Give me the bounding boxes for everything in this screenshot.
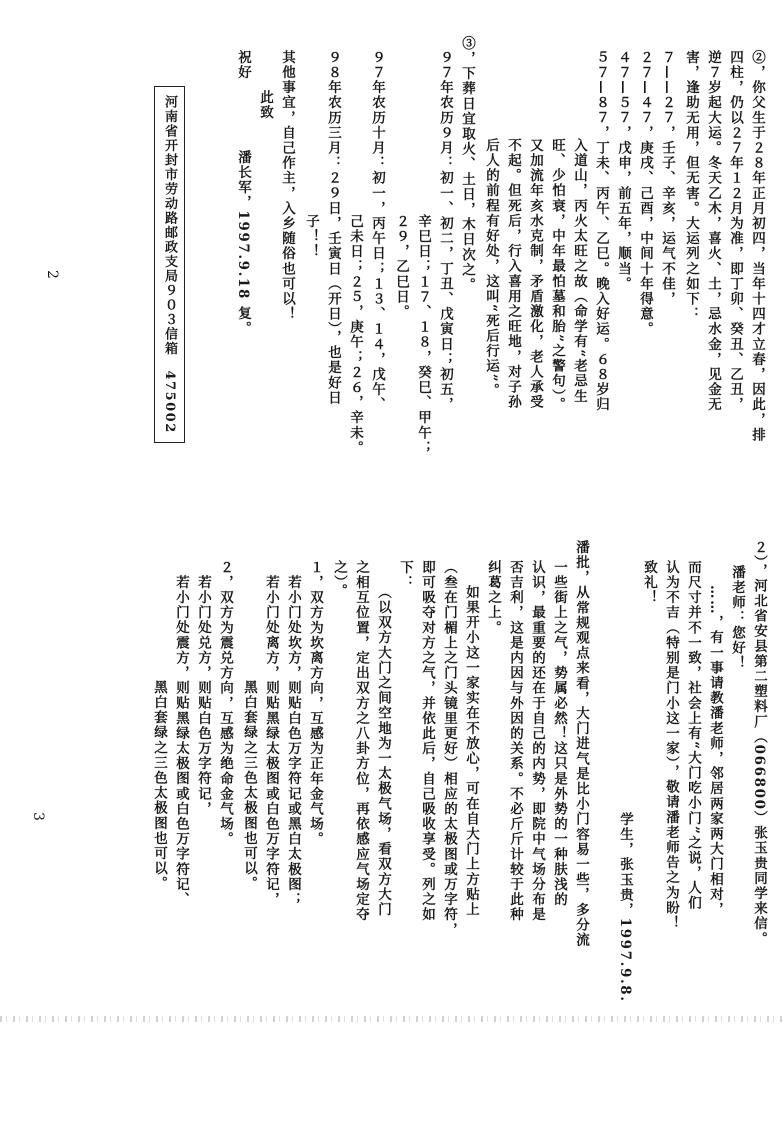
left-col-12: 不起。但死后，行入喜用之旺地，对子孙 — [505, 138, 521, 410]
signature-date: 潘长军，1997.9.18 复。 — [235, 150, 251, 337]
left-col-11: 又加流年亥水克制，矛盾激化，老人承受 — [527, 138, 543, 410]
left-col-13: 后人的前程有好处，这叫“死后行运”。 — [483, 138, 499, 399]
left-col-17: ２９，乙巳日。 — [393, 214, 409, 320]
right-col-10: 认识，最重要的还在于自己的内势，即院中气场分布是 — [529, 560, 545, 923]
left-col-2: 四柱，仍以２７年１２月为准，即丁卯、癸丑、乙丑， — [727, 50, 743, 413]
right-col-3: ……，有一事请教潘老师，邻居两家两大门相对， — [707, 585, 723, 918]
right-col-21: 若小门处坎方，则贴白色万字符记或黑白太极图； — [285, 575, 301, 908]
right-col-15: 即可吸夺对方之气，并依此后，自己吸收享受。列之如 — [419, 560, 435, 923]
left-col-6: ２７—４７，庚戌、己酉，中间十年得意。 — [637, 50, 653, 337]
left-col-14: ③，下葬日宜取火、土日，木日次之。 — [459, 36, 475, 293]
left-col-23: 此致 — [257, 90, 273, 121]
left-col-21: 子！！ — [303, 214, 319, 260]
right-col-16: 下： — [397, 560, 413, 591]
right-col-20: １，双方为坎离方向，互感为正年金气场。 — [307, 560, 323, 847]
right-col-14: （叁在门楣上之门头镜里更好）相应的太极图或万字符， — [441, 560, 457, 938]
left-col-24: 祝好 — [235, 50, 251, 81]
right-col-27: 黑白套绿之三色太极图也可以。 — [151, 680, 167, 892]
address-stamp: 河南省开封市劳动路邮政支局９０３信箱 475002 — [154, 86, 185, 443]
right-col-4: 而尺寸并不一致，社会上有“大门吃小门”之说，人们 — [685, 560, 701, 911]
right-col-24: ２，双方为震兑方向，互感为绝命金气场。 — [217, 560, 233, 847]
right-col-5: 认为不吉（特别是门小这一家），敬请潘老师告之为盼！ — [663, 560, 679, 931]
left-col-20: ９８年农历三月：２９日，壬寅日（开日），也是好日 — [325, 50, 341, 406]
left-col-15: ９７年农历９月：初一、初二，丁丑、戊寅日；初五， — [437, 50, 453, 413]
page-number-left: 2 — [44, 270, 60, 279]
right-col-17: （以双方大门之间空地为一太极气场，看双方大门 — [375, 585, 391, 918]
left-col-22: 其他事宜，自己作主，入乡随俗也可以！ — [279, 50, 295, 322]
left-col-19: 己未日；２５，庚午；２６，辛未。 — [347, 214, 363, 456]
right-col-18: 之相互位置，定出双方之八卦方位，再依感应气场定夺 — [353, 560, 369, 923]
right-col-6: 致礼！ — [641, 560, 657, 606]
left-col-5: ７——２７，壬子、辛亥，运气不佳， — [659, 50, 675, 307]
left-col-18: ９７年农历十月：初一，丙午日；１３、１４，戊午、 — [369, 50, 385, 413]
left-col-7: ４７—５７，戊申，前五年，顺当。 — [615, 50, 631, 292]
right-col-26: 若小门处震方，则贴黑绿太极图或白色万字符记、 — [173, 575, 189, 908]
left-col-3: 逆７岁起大运。冬天乙木，喜火、土，忌水金，见金无 — [705, 50, 721, 413]
right-col-9: 一些街上之气，势属必然！这只是外势的一种肤浅的 — [551, 560, 567, 908]
scan-noise-strip — [0, 1016, 783, 1022]
left-col-10: 旺、少怕衰，中年最怕墓和胎”之警句）。 — [549, 138, 565, 413]
right-col-25: 若小门处兑方，则贴白色万字符记， — [195, 575, 211, 817]
left-col-4: 害，逢助无用，但无害。大运列之如下： — [683, 50, 699, 322]
right-col-2: 潘老师：您好！ — [729, 565, 745, 671]
right-col-1: ２），河北省安县第二塑料厂（066800）张玉贵同学来信。 — [751, 540, 767, 947]
left-col-9: 入道山，丙火太旺之故（命学有“老忌生 — [571, 138, 587, 405]
right-col-7: 学生，张玉贵，1997.9.8. — [617, 812, 633, 1003]
page-number-right: 3 — [30, 812, 46, 821]
left-col-16: 辛巳日；１７、１８，癸巳、甲午； — [415, 214, 431, 456]
right-col-8: 潘批，从常规观点来看，大门进气是比小门容易一些，多分流 — [573, 540, 589, 948]
left-col-8: ５７—８７，丁未、丙午、乙巳。晚入好运。６８岁归 — [593, 50, 609, 413]
right-col-19: 之）。 — [331, 560, 347, 599]
left-col-1: ②，你父生于２８年正月初四，当年十四才立春，因此，排 — [749, 50, 765, 443]
right-col-13: 如果开小这一家实在不放心，可在自大门上方贴上 — [463, 585, 479, 918]
right-col-12: 纠葛之上。 — [485, 560, 501, 636]
right-col-11: 否吉利，这是内因与外因的关系。不必斤斤计较于此种 — [507, 560, 523, 923]
right-col-23: 黑白套绿之三色太极图也可以。 — [241, 680, 257, 892]
right-col-22: 若小门处离方，则贴黑绿太极图或白色万字符记， — [263, 575, 279, 908]
